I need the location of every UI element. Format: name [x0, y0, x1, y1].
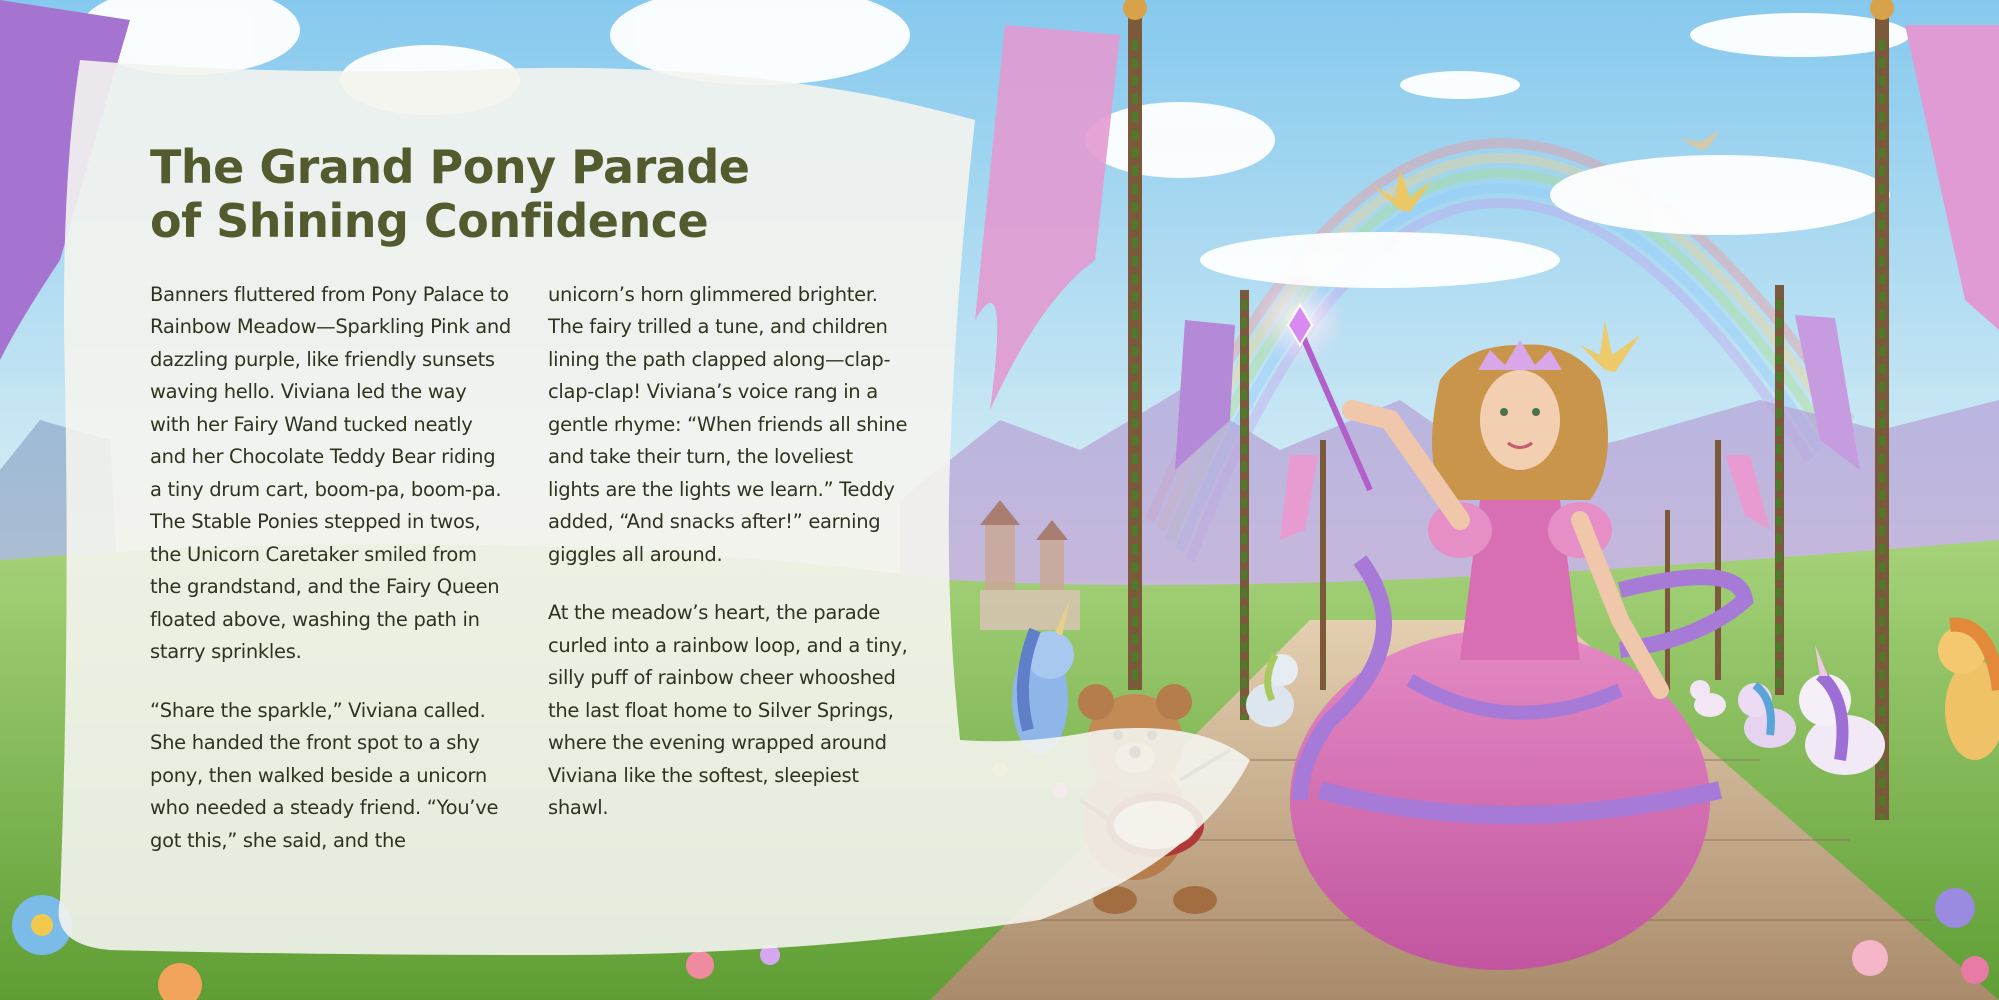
story-columns	[150, 279, 910, 884]
paragraph: At the meadow’s heart, the parade curled into a rainbow loop, and a tiny, silly puff of rainbow cheer whooshed the last float home to Silver Springs, where the evening wrapped around Viviana like the softest, sleepiest shawl.	[548, 601, 908, 820]
paragraph: “Share the sparkle,” Viviana called. She handed the front spot to a shy pony, then walked beside a unicorn who needed a steady friend. “You’ve got this,” she said, and the	[150, 698, 499, 852]
paragraph: unicorn’s horn glimmered brighter. The fairy trilled a tune, and children lining the path clapped along—clap-clap-clap! Viviana’s voice rang in a gentle rhyme: “When friends all shine and take their turn, the loveliest lights are the lights we learn.” Teddy added, “And snacks after!” earning giggles all around.	[548, 282, 908, 566]
story-text	[150, 140, 910, 883]
paragraph: Banners fluttered from Pony Palace to Rainbow Meadow—Sparkling Pink and dazzling purple, like friendly sunsets waving hello. Viviana led the way with her Fairy Wand tucked neatly and her Chocolate Teddy Bear riding a tiny drum cart, boom-pa, boom-pa. The Stable Ponies stepped in twos, the Unicorn Caretaker smiled from the grandstand, and the Fairy Queen floated above, washing the path in starry sprinkles.	[150, 282, 512, 664]
text-column-right	[548, 279, 910, 884]
text-column-left	[150, 279, 512, 884]
story-title: The Grand Pony Parade of Shining Confidence	[150, 140, 750, 249]
